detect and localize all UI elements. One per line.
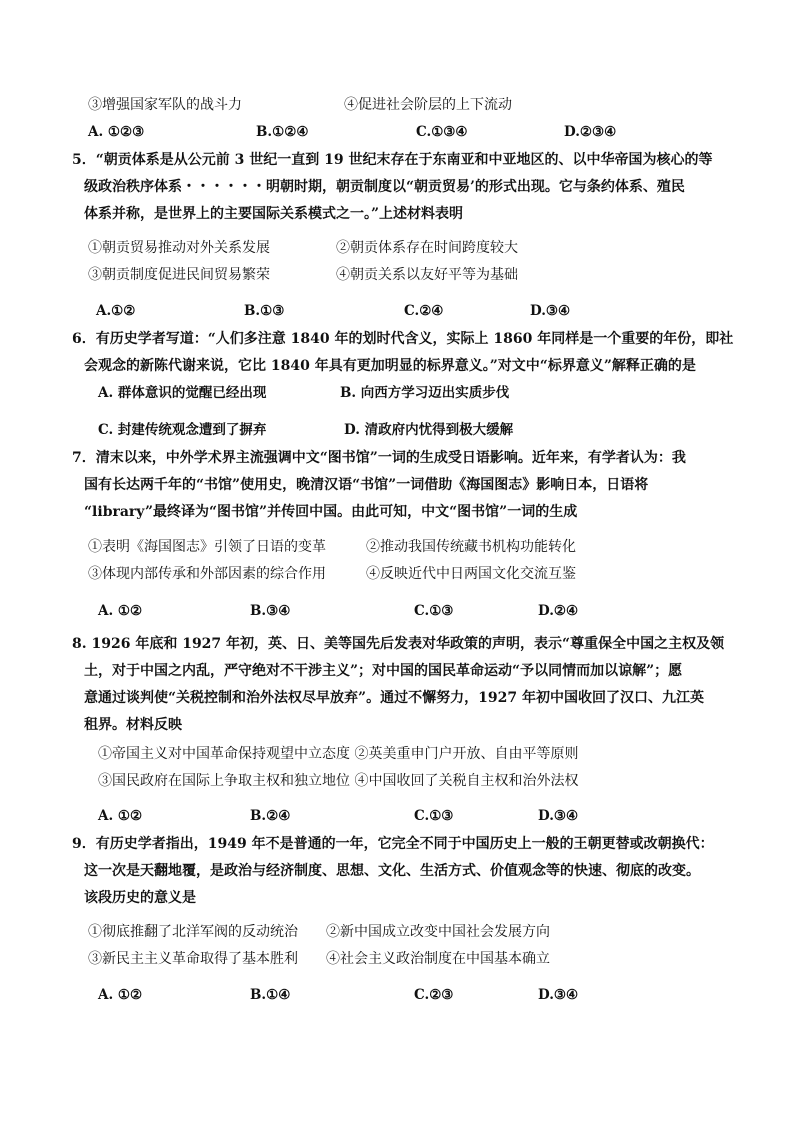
q6-choice-b: B. 向西方学习迈出实质步伐 — [340, 385, 510, 401]
q7-stem: 7．清末以来，中外学术界主流强调中文“图书馆”一词的生成受日语影响。近年来，有学者认为：我 — [72, 450, 686, 466]
q9-item-1: ①彻底推翻了北洋军阀的反动统治 — [88, 924, 298, 940]
q7-choice-a: A. ①② — [98, 603, 143, 619]
q8-stem: 意通过谈判使“关税控制和治外法权尽早放弃”。通过不懈努力，1927 年初中国收回了汉口、九江英 — [84, 690, 704, 706]
q8-choice-c: C.①③ — [414, 808, 454, 824]
q8-choice-d: D.③④ — [538, 808, 579, 824]
q7-stem: 国有长达两千年的“书馆”使用史，晚清汉语“书馆”一词借助《海国图志》影响日本，日语将 — [84, 477, 649, 493]
q5-stem: 级政治秩序体系・・・・・・明朝时期，朝贡制度以“朝贡贸易’的形式出现。它与条约体系、殖民 — [84, 179, 685, 195]
q8-items-row-1: ①帝国主义对中国革命保持观望中立态度 ②英美重申门户开放、自由平等原则 — [98, 746, 579, 762]
q8-items-row-2: ③国民政府在国际上争取主权和独立地位 ④中国收回了关税自主权和治外法权 — [98, 773, 579, 789]
q9-stem: 这一次是天翻地覆，是政治与经济制度、思想、文化、生活方式、价值观念等的快速、彻底的改变。 — [84, 863, 700, 879]
q5-item-4: ④朝贡关系以友好平等为基础 — [336, 267, 518, 283]
q6-choice-d: D. 清政府内忧得到极大缓解 — [344, 422, 514, 438]
q9-choice-c: C.②③ — [414, 987, 454, 1003]
q8-choice-a: A. ①② — [98, 808, 143, 824]
q9-stem: 9．有历史学者指出，1949 年不是普通的一年，它完全不同于中国历史上一般的王朝更替或改朝换代： — [72, 836, 714, 852]
q9-choice-b: B.①④ — [250, 987, 291, 1003]
q5-choice-b: B.①③ — [244, 303, 285, 319]
q9-item-4: ④社会主义政治制度在中国基本确立 — [326, 951, 550, 967]
q5-item-2: ②朝贡体系存在时间跨度较大 — [336, 240, 518, 256]
q9-choice-d: D.③④ — [538, 987, 579, 1003]
q6-choice-a: A. 群体意识的觉醒已经出现 — [98, 385, 267, 401]
q7-stem: “library”最终译为“图书馆”并传回中国。由此可知，中文“图书馆”一词的生成 — [84, 504, 578, 520]
q9-choice-a: A. ①② — [98, 987, 143, 1003]
q5-item-3: ③朝贡制度促进民间贸易繁荣 — [88, 267, 270, 283]
q6-stem: 会观念的新陈代谢来说，它比 1840 年具有更加明显的标界意义。”对文中“标界意义”解释正确的是 — [84, 358, 696, 374]
q8-choice-b: B.②④ — [250, 808, 291, 824]
q8-stem: 租界。材料反映 — [84, 717, 182, 733]
item-3: ③增强国家军队的战斗力 — [88, 97, 242, 113]
q5-choice-d: D.③④ — [530, 303, 571, 319]
q9-item-2: ②新中国成立改变中国社会发展方向 — [326, 924, 550, 940]
q5-item-1: ①朝贡贸易推动对外关系发展 — [88, 240, 270, 256]
q9-stem: 该段历史的意义是 — [84, 890, 196, 906]
q7-choice-d: D.②④ — [538, 603, 579, 619]
q7-item-3: ③体现内部传承和外部因素的综合作用 — [88, 566, 326, 582]
q5-stem: 5．“朝贡体系是从公元前 3 世纪一直到 19 世纪末存在于东南亚和中亚地区的、以中华帝国为核心的等 — [72, 152, 713, 168]
q5-choice-c: C.②④ — [404, 303, 444, 319]
choice-b: B.①②④ — [256, 124, 309, 140]
q7-item-4: ④反映近代中日两国文化交流互鉴 — [366, 566, 576, 582]
choice-d: D.②③④ — [564, 124, 617, 140]
q5-choice-a: A.①② — [96, 303, 136, 319]
q8-stem: 土，对于中国之内乱，严守绝对不干涉主义”；对中国的国民革命运动“予以同情而加以谅解”；愿 — [84, 663, 683, 679]
q7-item-2: ②推动我国传统藏书机构功能转化 — [366, 539, 576, 555]
q7-choice-b: B.③④ — [250, 603, 291, 619]
q7-item-1: ①表明《海国图志》引领了日语的变革 — [88, 539, 326, 555]
choice-a: A. ①②③ — [88, 124, 145, 140]
q7-choice-c: C.①③ — [414, 603, 454, 619]
choice-c: C.①③④ — [416, 124, 468, 140]
q6-choice-c: C. 封建传统观念遭到了摒弃 — [98, 422, 267, 438]
q6-stem: 6．有历史学者写道：“人们多注意 1840 年的划时代含义，实际上 1860 年同样是一个重要的年份，即社 — [72, 331, 734, 347]
q9-item-3: ③新民主主义革命取得了基本胜利 — [88, 951, 298, 967]
q5-stem: 体系并称，是世界上的主要国际关系模式之一。”上述材料表明 — [84, 206, 464, 222]
item-4: ④促进社会阶层的上下流动 — [344, 97, 512, 113]
q8-stem: 8. 1926 年底和 1927 年初，英、日、美等国先后发表对华政策的声明，表示“尊重保全中国之主权及领 — [72, 636, 725, 652]
